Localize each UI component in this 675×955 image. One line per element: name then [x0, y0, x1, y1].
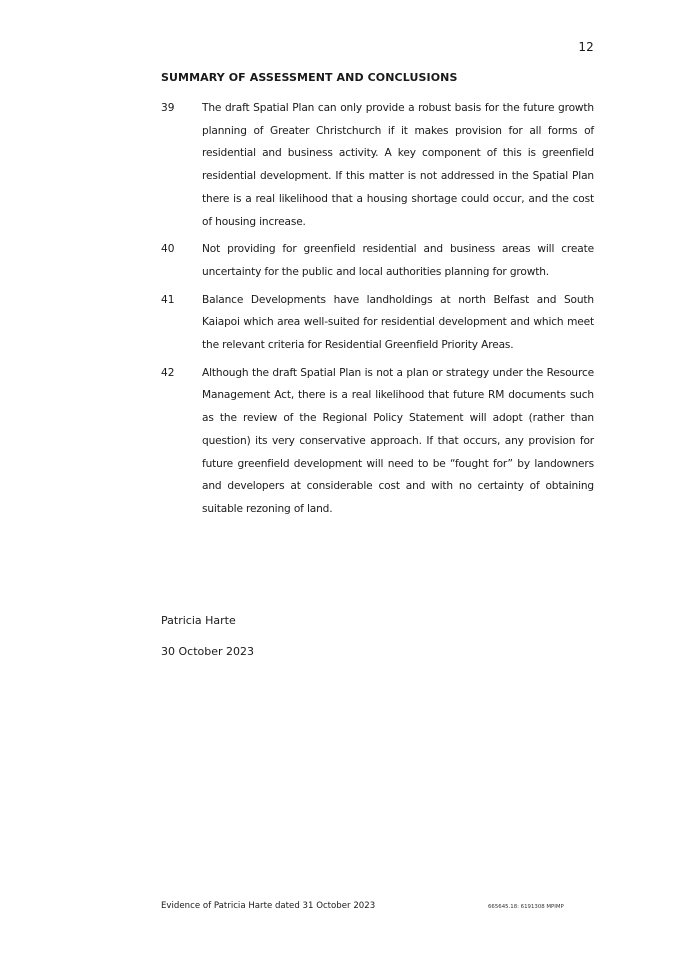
- page-number: 12: [578, 40, 594, 54]
- paragraph-text: Although the draft Spatial Plan is not a plan or strategy under the Resource Management Act, there is a real likelihood that future RM documents such as the review of the Regional Policy Statement will adopt (rather than question) its very conservative approach. If that occurs, any provision for future greenfield development will need to be “fought for” by landowners and developers at considerable cost and with no certainty of obtaining suitable rezoning of land.: [202, 366, 594, 515]
- paragraph-number: 41: [161, 293, 175, 306]
- paragraph-number: 42: [161, 366, 175, 379]
- footer-document-title: Evidence of Patricia Harte dated 31 October 2023: [161, 901, 376, 911]
- paragraph-41: [161, 289, 594, 357]
- signatory-name: Patricia Harte: [161, 614, 236, 627]
- section-heading: SUMMARY OF ASSESSMENT AND CONCLUSIONS: [161, 71, 458, 84]
- paragraph-number: 40: [161, 243, 175, 256]
- paragraph-42: [161, 362, 594, 521]
- footer-reference-code: 665645.18: 6191308 MPIMP: [488, 904, 564, 910]
- paragraph-39: [161, 97, 594, 233]
- paragraph-list: [161, 97, 594, 526]
- signature-date: 30 October 2023: [161, 645, 255, 658]
- paragraph-number: 39: [161, 102, 175, 114]
- paragraph-text: The draft Spatial Plan can only provide a robust basis for the future growth planning of Greater Christchurch if it makes provision for all forms of residential and business activity. A key component of this is greenfield residential development. If this matter is not addressed in the Spatial Plan there is a real likelihood that a housing shortage could occur, and the cost of housing increase.: [202, 102, 594, 228]
- paragraph-text: Balance Developments have landholdings at north Belfast and South Kaiapoi which area well-suited for residential development and which meet the relevant criteria for Residential Greenfield Priority Areas.: [202, 293, 594, 352]
- paragraph-text: Not providing for greenfield residential and business areas will create uncertainty for the public and local authorities planning for growth.: [202, 243, 594, 278]
- paragraph-40: [161, 238, 594, 283]
